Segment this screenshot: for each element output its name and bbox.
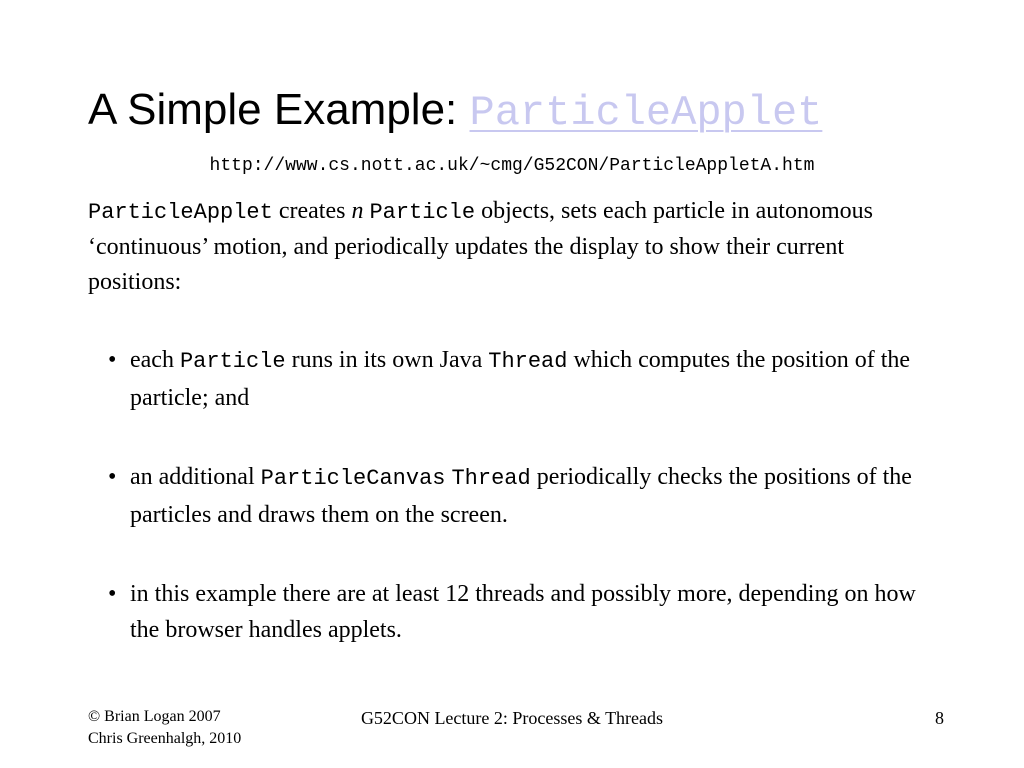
intro-text-1: creates [272,198,352,224]
copyright-line-1: © Brian Logan 2007 [88,708,221,725]
bullet-2-text-1: an additional [130,464,261,490]
intro-paragraph [88,194,938,300]
bullet-item-particle-thread [108,342,918,416]
particleapplet-link[interactable]: ParticleApplet [469,89,823,137]
bullet-2-text-3: periodically checks the positions of the particles and draws them on the screen. [130,464,912,528]
applet-url: http://www.cs.nott.ac.uk/~cmg/G52CON/ParticleAppletA.htm [209,156,815,176]
page-number: 8 [935,708,944,728]
bullet-1-code-particle: Particle [179,349,286,374]
bullet-marker: • [108,347,117,373]
copyright-line-2: Chris Greenhalgh, 2010 [88,730,242,747]
bullet-2-code-particlecanvas: ParticleCanvas [260,466,446,491]
intro-code-particleapplet: ParticleApplet [88,200,273,225]
bullet-marker: • [108,581,117,607]
intro-text-3: objects, sets each particle in autonomous ‘continuous’ motion, and periodically updates the display to show their current positions: [88,198,873,295]
bullet-1-code-thread: Thread [488,349,568,374]
bullet-1-text-3: which computes the position of the particle; and [130,347,911,411]
bullet-text [130,342,918,416]
bullet-1-text-1: each [130,347,180,373]
bullet-3-text: in this example there are at least 12 threads and possibly more, depending on how the browser handles applets. [130,581,916,643]
bullet-text [130,459,918,533]
intro-n-variable: n [351,198,364,224]
bullet-2-code-thread: Thread [451,466,531,491]
bullet-item-canvas-thread [108,459,918,533]
bullet-1-text-2: runs in its own Java [285,347,489,373]
title-text: A Simple Example: [88,85,470,134]
slide-title [88,80,822,143]
intro-code-particle: Particle [369,200,476,225]
bullet-marker: • [108,464,117,490]
bullet-item-thread-count [108,576,918,648]
footer-lecture-title: G52CON Lecture 2: Processes & Threads [360,708,664,728]
